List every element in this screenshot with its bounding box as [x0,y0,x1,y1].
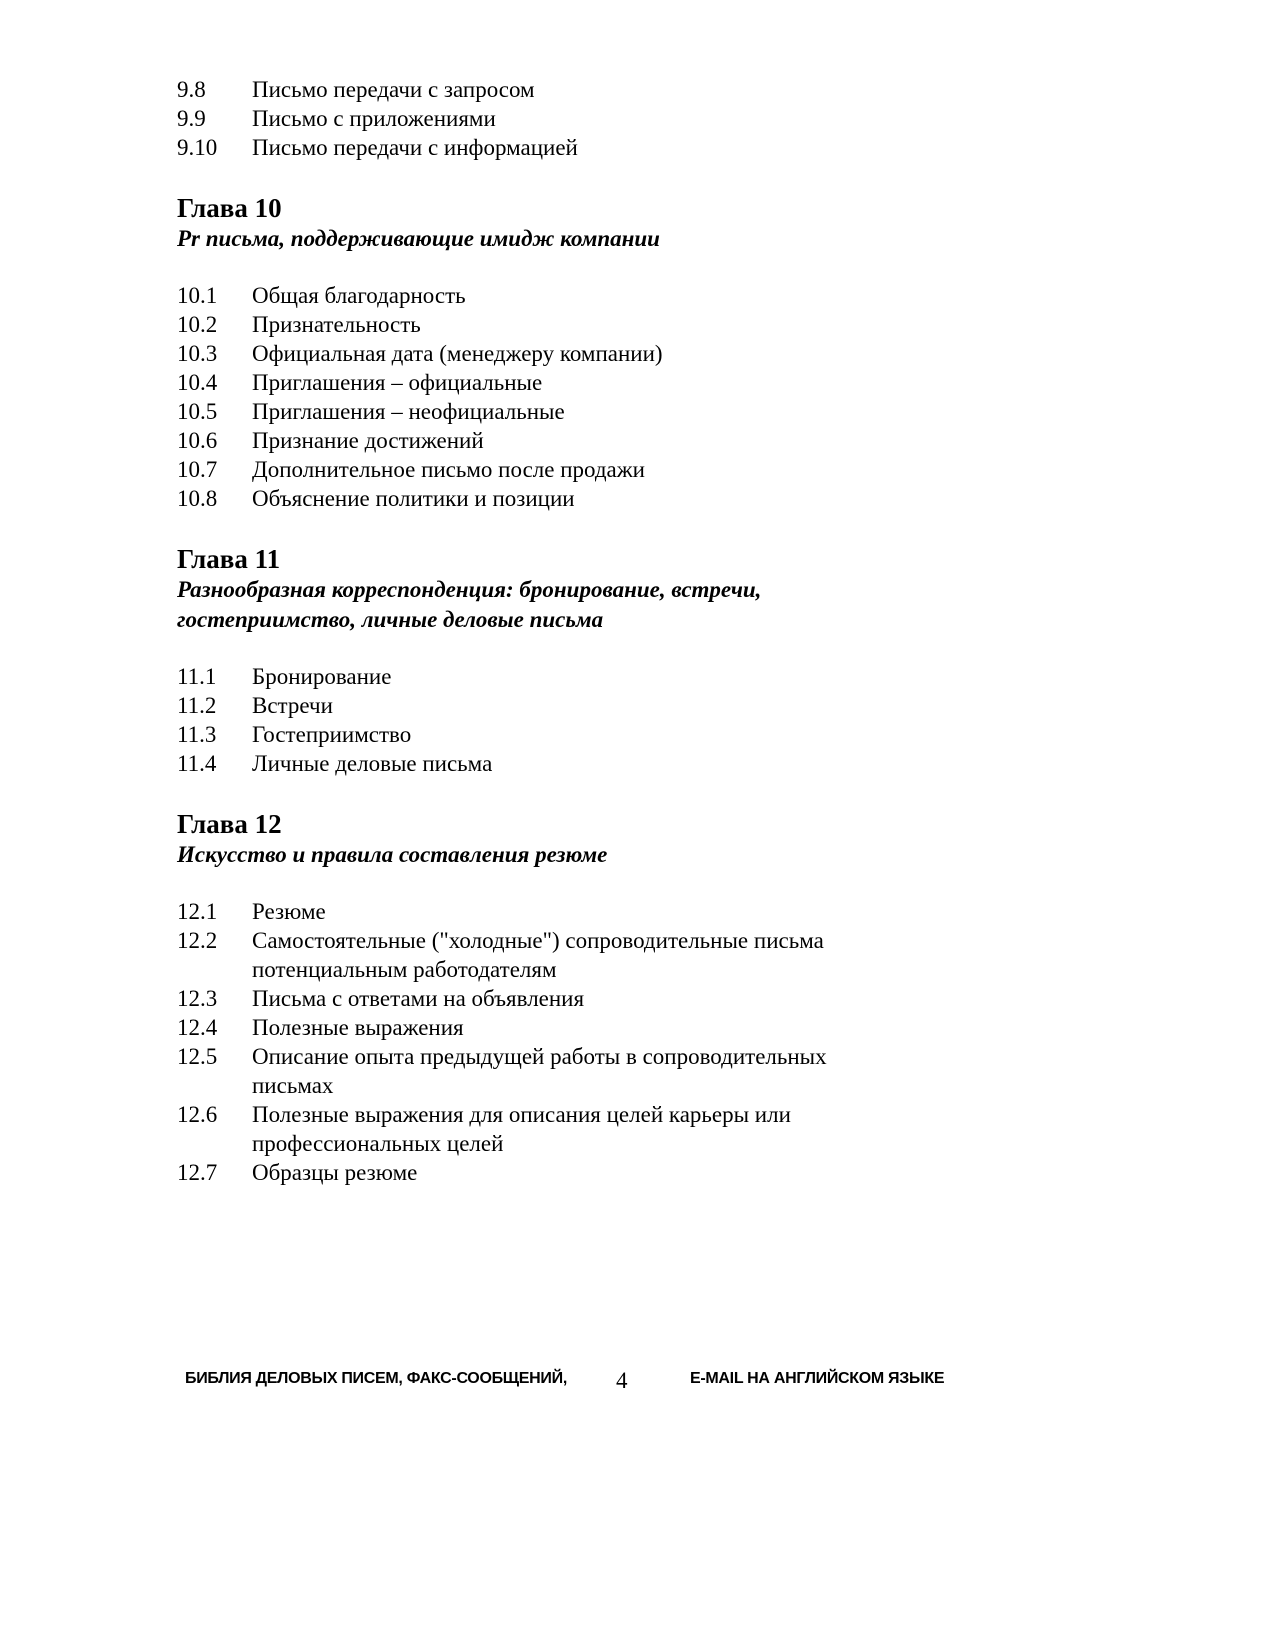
chapter-title: Глава 12 [177,809,282,839]
toc-item-number: 10.8 [177,486,218,511]
toc-item-number: 10.6 [177,428,218,453]
table-of-contents [177,75,937,1187]
toc-item-number: 10.2 [177,312,218,337]
page-footer [0,1368,1275,1398]
toc-item-text: Полезные выражения для описания целей карьеры или профессиональных целей [252,1102,791,1156]
toc-item-text: Образцы резюме [252,1160,418,1185]
toc-item-number: 10.3 [177,341,218,366]
toc-item-number: 10.4 [177,370,218,395]
chapter-11 [177,543,937,778]
toc-item-text: Признание достижений [252,428,484,453]
toc-item [177,1100,937,1158]
toc-item [177,339,937,368]
footer-book-title-right: E-MAIL НА АНГЛИЙСКОМ ЯЗЫКЕ [690,1370,945,1387]
chapter-subtitle: Искусство и правила составления резюме [177,842,608,867]
toc-item [177,133,937,162]
toc-item-number: 11.2 [177,693,217,718]
toc-item-text: Дополнительное письмо после продажи [252,457,645,482]
toc-item-text: Личные деловые письма [252,751,493,776]
toc-item-text: Самостоятельные ("холодные") сопроводительные письма потенциальным работодателям [252,928,824,982]
toc-item [177,662,937,691]
page-number: 4 [616,1368,628,1393]
toc-item-text: Бронирование [252,664,392,689]
toc-item [177,897,937,926]
toc-item-number: 10.5 [177,399,218,424]
toc-item-text: Встречи [252,693,333,718]
toc-item-number: 9.8 [177,77,206,102]
toc-item-text: Полезные выражения [252,1015,464,1040]
toc-item-number: 12.3 [177,986,218,1011]
toc-item-text: Письмо передачи с информацией [252,135,578,160]
toc-item [177,310,937,339]
toc-item [177,1013,937,1042]
toc-item [177,426,937,455]
toc-item-number: 10.7 [177,457,218,482]
toc-item [177,720,937,749]
toc-item-text: Письма с ответами на объявления [252,986,585,1011]
toc-item-number: 12.2 [177,928,218,953]
toc-item-number: 12.4 [177,1015,218,1040]
toc-item-text: Общая благодарность [252,283,466,308]
toc-item-text: Письмо с приложениями [252,106,496,131]
toc-item-number: 9.9 [177,106,206,131]
toc-item-text: Официальная дата (менеджеру компании) [252,341,663,366]
toc-item-number: 11.3 [177,722,217,747]
toc-item [177,281,937,310]
toc-item-number: 12.7 [177,1160,218,1185]
toc-item-text: Приглашения – неофициальные [252,399,565,424]
toc-item [177,104,937,133]
chapter-10 [177,192,937,513]
toc-item-number: 10.1 [177,283,218,308]
toc-item [177,484,937,513]
toc-item-number: 11.1 [177,664,217,689]
toc-item [177,455,937,484]
toc-item [177,1158,937,1187]
toc-item [177,984,937,1013]
toc-item-number: 9.10 [177,135,218,160]
toc-item-text: Описание опыта предыдущей работы в сопроводительных письмах [252,1044,827,1098]
footer-book-title-left: БИБЛИЯ ДЕЛОВЫХ ПИСЕМ, ФАКС-СООБЩЕНИЙ, [185,1370,567,1387]
toc-item-text: Объяснение политики и позиции [252,486,575,511]
toc-item-number: 12.1 [177,899,218,924]
toc-item [177,368,937,397]
toc-item-number: 12.5 [177,1044,218,1069]
toc-item-number: 12.6 [177,1102,218,1127]
chapter-title: Глава 10 [177,193,282,223]
toc-item [177,691,937,720]
toc-item [177,749,937,778]
toc-item [177,397,937,426]
chapter-title: Глава 11 [177,544,281,574]
chapter-subtitle: Разнообразная корреспонденция: бронирование, встречи, гостеприимство, личные деловые письма [177,577,762,632]
toc-item-text: Гостеприимство [252,722,412,747]
toc-item-text: Резюме [252,899,326,924]
chapter-12 [177,808,937,1187]
toc-item-text: Признательность [252,312,421,337]
toc-item [177,1042,937,1100]
toc-item-number: 11.4 [177,751,217,776]
toc-item [177,926,937,984]
toc-item [177,75,937,104]
toc-item-text: Приглашения – официальные [252,370,543,395]
toc-item-text: Письмо передачи с запросом [252,77,535,102]
toc-list-top [177,75,937,162]
chapter-subtitle: Pr письма, поддерживающие имидж компании [177,226,660,251]
